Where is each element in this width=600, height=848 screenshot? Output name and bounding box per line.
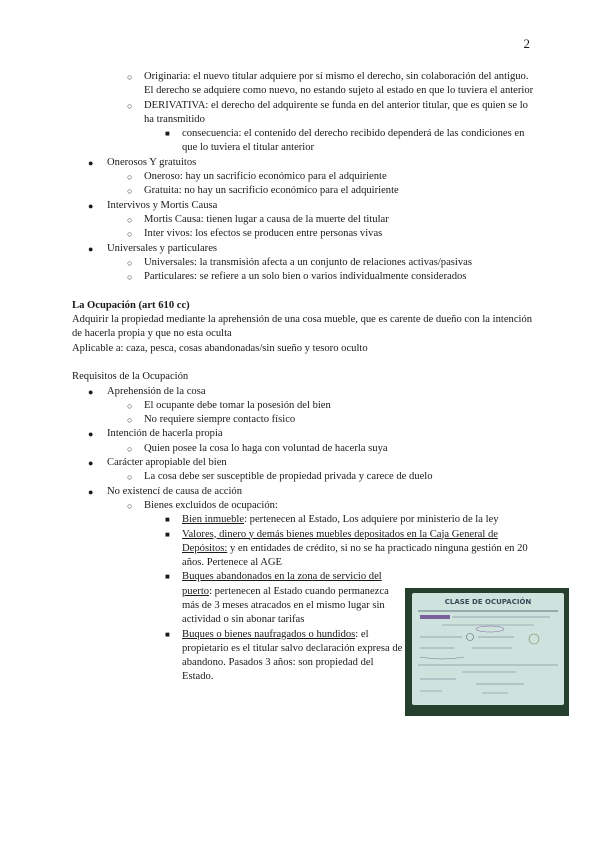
hollow-circle-bullet-icon: ○ — [127, 72, 133, 82]
list-item: ● Aprehensión de la cosa — [72, 385, 534, 399]
section-heading: La Ocupación (art 610 cc) — [72, 299, 190, 311]
list-item: ■ Buques o bienes naufragados o hundidos: el propietario es el titular salvo declaración expresa de abandono. Pasados 3 años: son propiedad del Estado. — [165, 628, 403, 683]
whiteboard-photo — [405, 588, 569, 716]
hollow-circle-bullet-icon: ○ — [127, 172, 133, 183]
hollow-circle-bullet-icon: ○ — [127, 400, 133, 411]
hollow-circle-bullet-icon: ○ — [127, 500, 133, 511]
hollow-circle-bullet-icon: ○ — [127, 186, 133, 197]
disc-bullet-icon: ● — [88, 486, 94, 497]
disc-bullet-icon: ● — [88, 458, 94, 469]
disc-bullet-icon: ● — [88, 243, 94, 254]
list-item: ○ Universales: la transmisión afecta a un conjunto de relaciones activas/pasivas — [72, 256, 534, 270]
list-item: ○ Mortis Causa: tienen lugar a causa de la muerte del titular — [72, 213, 534, 227]
list-item: ■ Buques abandonados en la zona de servicio del puerto: pertenecen al Estado cuando permanezca más de 3 meses atracados en el mismo lugar sin actividad o sin abonar tarifas — [165, 571, 389, 626]
square-bullet-icon: ■ — [165, 515, 170, 525]
list-item: ● Carácter apropiable del bien — [72, 456, 534, 470]
subsection-heading: Requisitos de la Ocupación — [72, 371, 189, 383]
hollow-circle-bullet-icon: ○ — [127, 272, 133, 283]
list-item: ○ Originaria: el nuevo titular adquiere por sí mismo el derecho, sin colaboración del antiguo. El derecho se adquiere como nuevo, no estando sujeto al estado en que lo tuviera el anterior — [127, 71, 534, 97]
list-item: ○ Oneroso: hay un sacrificio económico para el adquiriente — [72, 170, 534, 184]
page-number: 2 — [523, 36, 530, 51]
whiteboard-title: CLASE DE OCUPACIÓN — [444, 598, 532, 606]
list-item: ○ Bienes excluidos de ocupación: — [72, 499, 534, 513]
whiteboard — [412, 593, 564, 705]
hollow-circle-bullet-icon: ○ — [127, 415, 133, 426]
list-item: ○ Particulares: se refiere a un solo bien o varios individualmente considerados — [72, 270, 534, 284]
hollow-circle-bullet-icon: ○ — [127, 257, 133, 268]
hollow-circle-bullet-icon: ○ — [127, 472, 133, 483]
list-item: ○ Quien posee la cosa lo haga con voluntad de hacerla suya — [72, 442, 534, 456]
list-item: ○ La cosa debe ser susceptible de propiedad privada y carece de duelo — [72, 470, 534, 484]
list-item: ● No existencí de causa de acción — [72, 485, 534, 499]
list-item: ● Intención de hacerla propia — [72, 427, 534, 441]
list-item: ■ Valores, dinero y demás bienes muebles depositados en la Caja General de Depósitos: y en entidades de crédito, si no se ha practicado ninguna gestión en 20 años. Pertenece al AGE — [165, 528, 528, 569]
paragraph: Adquirir la propiedad mediante la aprehensión de una cosa mueble, que es carente de dueño con la intención de hacerla propia y que no esta oculta — [72, 314, 533, 340]
list-item: ○ DERIVATIVA: el derecho del adquirente se funda en del anterior titular, que es quien se lo ha transmitido — [127, 99, 528, 125]
square-bullet-icon: ■ — [165, 629, 170, 639]
square-bullet-icon: ■ — [165, 529, 170, 539]
hollow-circle-bullet-icon: ○ — [127, 214, 133, 225]
list-item: ○ No requiere siempre contacto físico — [72, 413, 534, 427]
hollow-circle-bullet-icon: ○ — [127, 229, 133, 240]
list-item: ● Universales y particulares — [72, 242, 534, 256]
disc-bullet-icon: ● — [88, 157, 94, 168]
list-item: ● Intervivos y Mortis Causa — [72, 199, 534, 213]
list-item: ■ consecuencia: el contenido del derecho recibido dependerá de las condiciones en que lo tuviera el titular anterior — [165, 128, 525, 154]
square-bullet-icon: ■ — [165, 129, 170, 139]
bullet-list-modalidades — [72, 70, 534, 284]
disc-bullet-icon: ● — [88, 386, 94, 397]
list-item: ○ El ocupante debe tomar la posesión del bien — [72, 399, 534, 413]
hollow-circle-bullet-icon: ○ — [127, 443, 133, 454]
whiteboard-diagram — [412, 593, 564, 705]
disc-bullet-icon: ● — [88, 200, 94, 211]
disc-bullet-icon: ● — [88, 429, 94, 440]
square-bullet-icon: ■ — [165, 572, 170, 582]
list-item: ○ Gratuita: no hay un sacrificio económico para el adquiriente — [72, 184, 534, 198]
list-item: ● Onerosos Y gratuitos — [72, 156, 534, 170]
list-item: ○ Inter vivos: los efectos se producen entre personas vivas — [72, 227, 534, 241]
list-item: ■ Bien inmueble: pertenecen al Estado, Los adquiere por ministerio de la ley — [72, 513, 534, 527]
paragraph: Aplicable a: caza, pesca, cosas abandonadas/sin sueño y tesoro oculto — [72, 342, 368, 354]
hollow-circle-bullet-icon: ○ — [127, 100, 133, 111]
